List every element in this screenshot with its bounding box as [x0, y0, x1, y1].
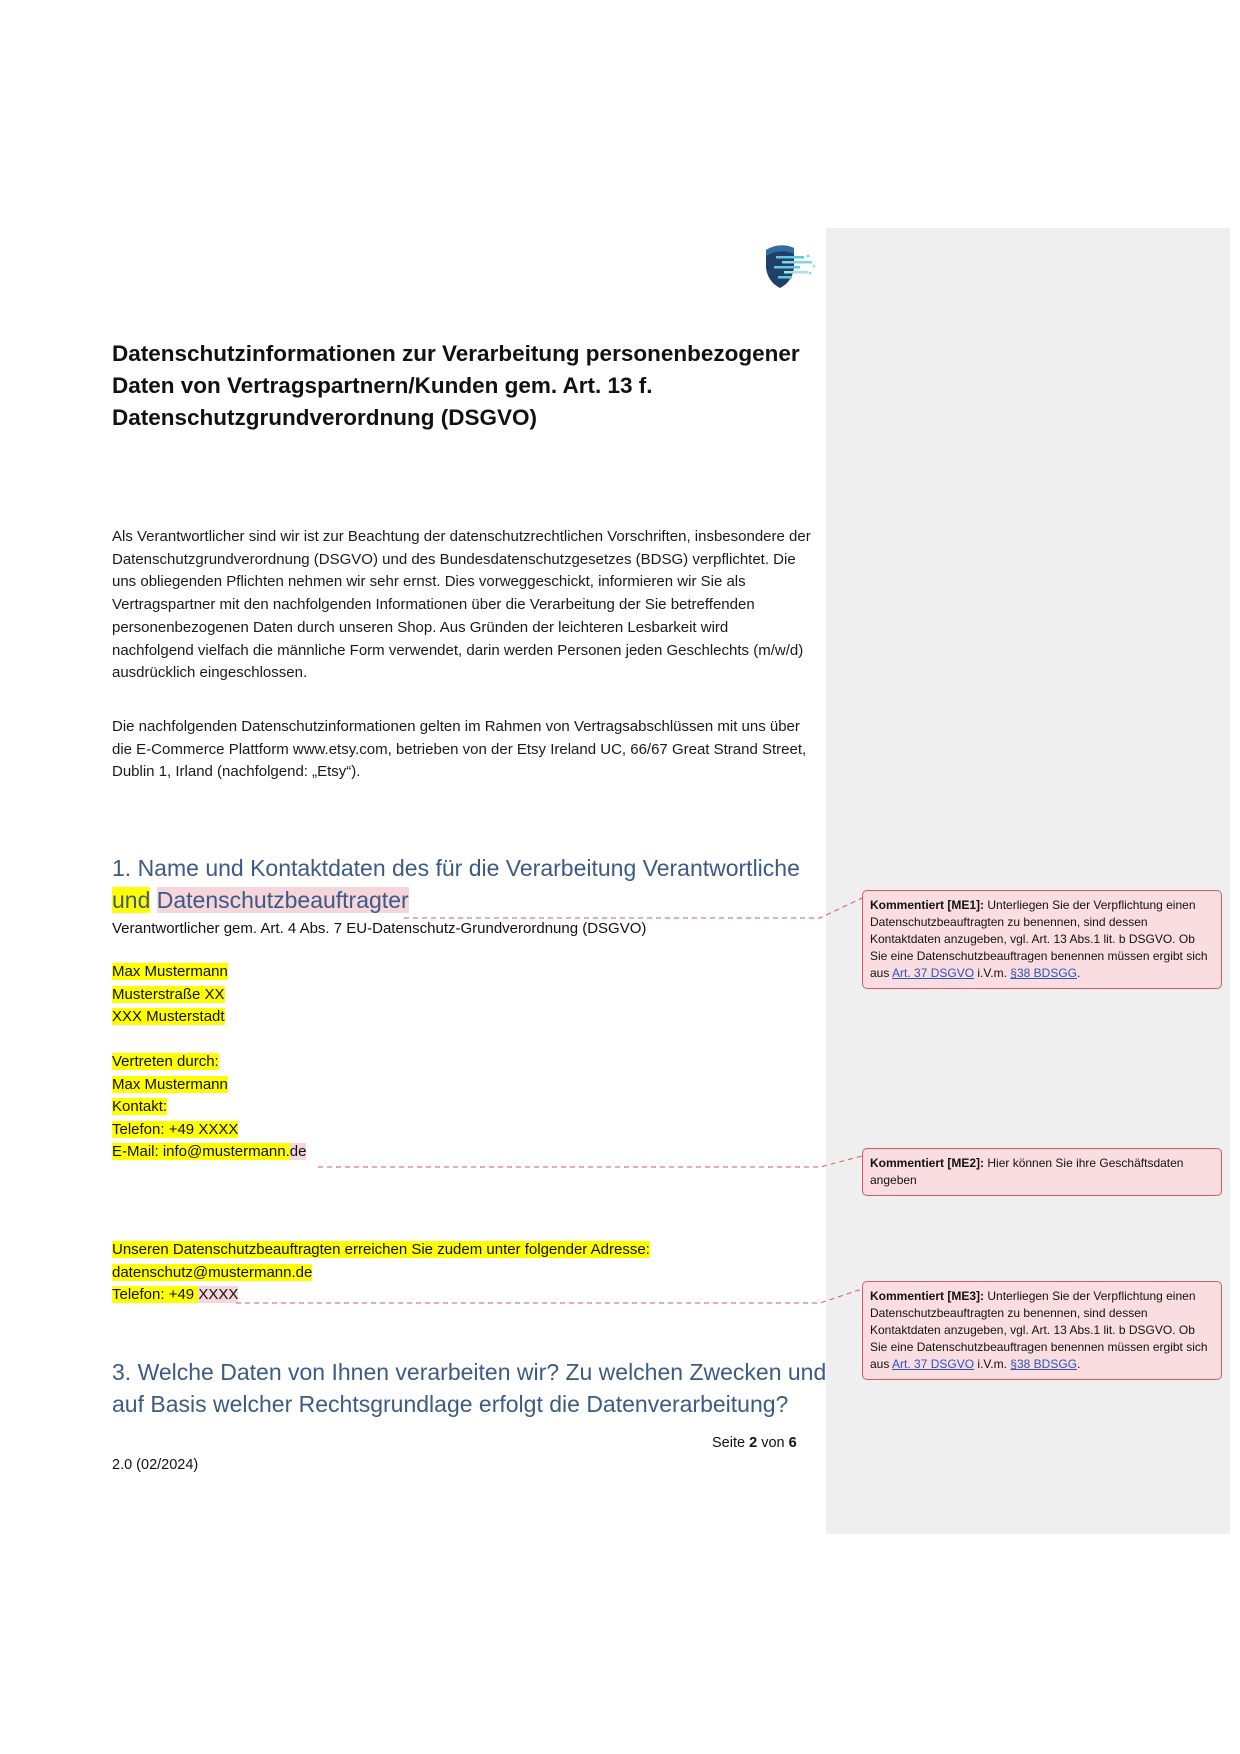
- contact-line: Max Mustermann: [112, 1075, 228, 1093]
- intro-paragraph: Als Verantwortlicher sind wir ist zur Beachtung der datenschutzrechtlichen Vorschriften, insbesondere der Datenschutzgrundverordnung (DSGVO) und des Bundesdatenschutzgesetzes (BDSG) verpflichtet. Die uns obliegenden Pflichten nehmen wir sehr ernst. Dies vorweggeschickt, informieren wir Sie als Vertragspartner mit den nachfolgenden Informationen über die Verarbeitung der Sie betreffenden personenbezogenen Daten durch unseren Shop. Aus Gründen der leichteren Lesbarkeit wird nachfolgend vielfach die männliche Form verwendet, darin werden Personen jeden Geschlechts (m/w/d) ausdrücklich eingeschlossen.: [112, 528, 811, 682]
- controller-address: [112, 961, 228, 1029]
- link-art37-dsgvo[interactable]: Art. 37 DSGVO: [892, 1357, 975, 1371]
- address-line: XXX Musterstadt: [112, 1008, 225, 1025]
- comment-text: Hier können Sie ihre Geschäftsdaten angeben: [870, 1156, 1184, 1187]
- address-line: Musterstraße XX: [112, 985, 225, 1003]
- comment-me2[interactable]: [862, 1148, 1222, 1196]
- comment-text: .: [1077, 1357, 1081, 1371]
- inserted-text: und: [112, 887, 151, 913]
- email-tail: de: [289, 1143, 307, 1160]
- document-title: [112, 338, 812, 434]
- address-line: Max Mustermann: [112, 963, 228, 980]
- section-1-heading: [112, 852, 832, 916]
- link-38-bdsgg[interactable]: §38 BDSGG: [1010, 1357, 1077, 1371]
- page-prefix: Seite: [712, 1435, 750, 1451]
- section-1-subheading: [112, 918, 646, 941]
- email-line: E-Mail: info@mustermann.: [112, 1143, 290, 1160]
- page-number: [712, 1435, 797, 1451]
- contact-block: [112, 1051, 306, 1164]
- dpo-phone: Telefon: +49: [112, 1286, 199, 1303]
- link-art37-dsgvo[interactable]: Art. 37 DSGVO: [892, 966, 975, 980]
- title-line: Daten von Vertragspartnern/Kunden gem. Art. 13 f.: [112, 373, 653, 398]
- section-3-heading: [112, 1356, 832, 1420]
- contact-line: Telefon: +49 XXXX: [112, 1120, 239, 1138]
- heading-line: [112, 884, 832, 916]
- contact-line: Kontakt:: [112, 1098, 168, 1115]
- comment-label: Kommentiert [ME3]:: [870, 1289, 985, 1303]
- intro-paragraph-platform: Die nachfolgenden Datenschutzinformationen gelten im Rahmen von Vertragsabschlüssen mit uns über die E-Commerce Plattform www.etsy.com, betrieben von der Etsy Ireland UC, 66/67 Great Strand Street, Dublin 1, Irland (nachfolgend: „Etsy“).: [112, 718, 807, 781]
- comment-me3[interactable]: [862, 1281, 1222, 1380]
- page-mid: von: [757, 1435, 789, 1451]
- comment-text: Unterliegen Sie der Verpflichtung einen Datenschutzbeauftragten zu benennen, sind dessen Kontaktdaten anzugeben, vgl. Art. 13 Abs.1 lit. b DSGVO. Ob Sie eine Datenschutzbeauftragen benennen müssen ergibt sich aus: [870, 1289, 1208, 1371]
- dpo-email: datenschutz@mustermann.de: [112, 1263, 313, 1281]
- heading-line: 1. Name und Kontaktdaten des für die Verarbeitung Verantwortliche: [112, 855, 800, 881]
- dpo-block: [112, 1239, 650, 1307]
- title-line: Datenschutzgrundverordnung (DSGVO): [112, 405, 538, 430]
- comment-text: i.V.m.: [974, 966, 1011, 980]
- dpo-intro: Unseren Datenschutzbeauftragten erreichen Sie zudem unter folgender Adresse:: [112, 1241, 650, 1258]
- heading-line: auf Basis welcher Rechtsgrundlage erfolgt die Datenverarbeitung?: [112, 1391, 789, 1417]
- contact-line: Vertreten durch:: [112, 1053, 219, 1070]
- shield-logo-icon: [762, 242, 818, 290]
- comment-text: i.V.m.: [974, 1357, 1011, 1371]
- heading-line: 3. Welche Daten von Ihnen verarbeiten wir? Zu welchen Zwecken und: [112, 1359, 827, 1385]
- dpo-phone-tail: XXXX: [198, 1286, 239, 1303]
- comment-label: Kommentiert [ME1]:: [870, 898, 985, 912]
- page-total: 6: [788, 1435, 797, 1451]
- comment-text: Unterliegen Sie der Verpflichtung einen Datenschutzbeauftragten zu benennen, sind dessen Kontaktdaten anzugeben, vgl. Art. 13 Abs.1 lit. b DSGVO. Ob Sie eine Datenschutzbeauftragen benennen müssen ergibt sich aus: [870, 898, 1208, 980]
- deleted-text: Datenschutzbeauftragter: [156, 887, 409, 913]
- comment-text: .: [1077, 966, 1081, 980]
- title-line: Datenschutzinformationen zur Verarbeitung personenbezogener: [112, 341, 800, 366]
- link-38-bdsgg[interactable]: §38 BDSGG: [1010, 966, 1077, 980]
- comment-me1[interactable]: [862, 890, 1222, 989]
- comment-label: Kommentiert [ME2]:: [870, 1156, 985, 1170]
- subheading-text: Verantwortlicher gem. Art. 4 Abs. 7 EU-Datenschutz-Grundverordnung (DSGVO): [112, 920, 647, 937]
- document-version: 2.0 (02/2024): [112, 1457, 199, 1473]
- page-current: 2: [749, 1435, 758, 1451]
